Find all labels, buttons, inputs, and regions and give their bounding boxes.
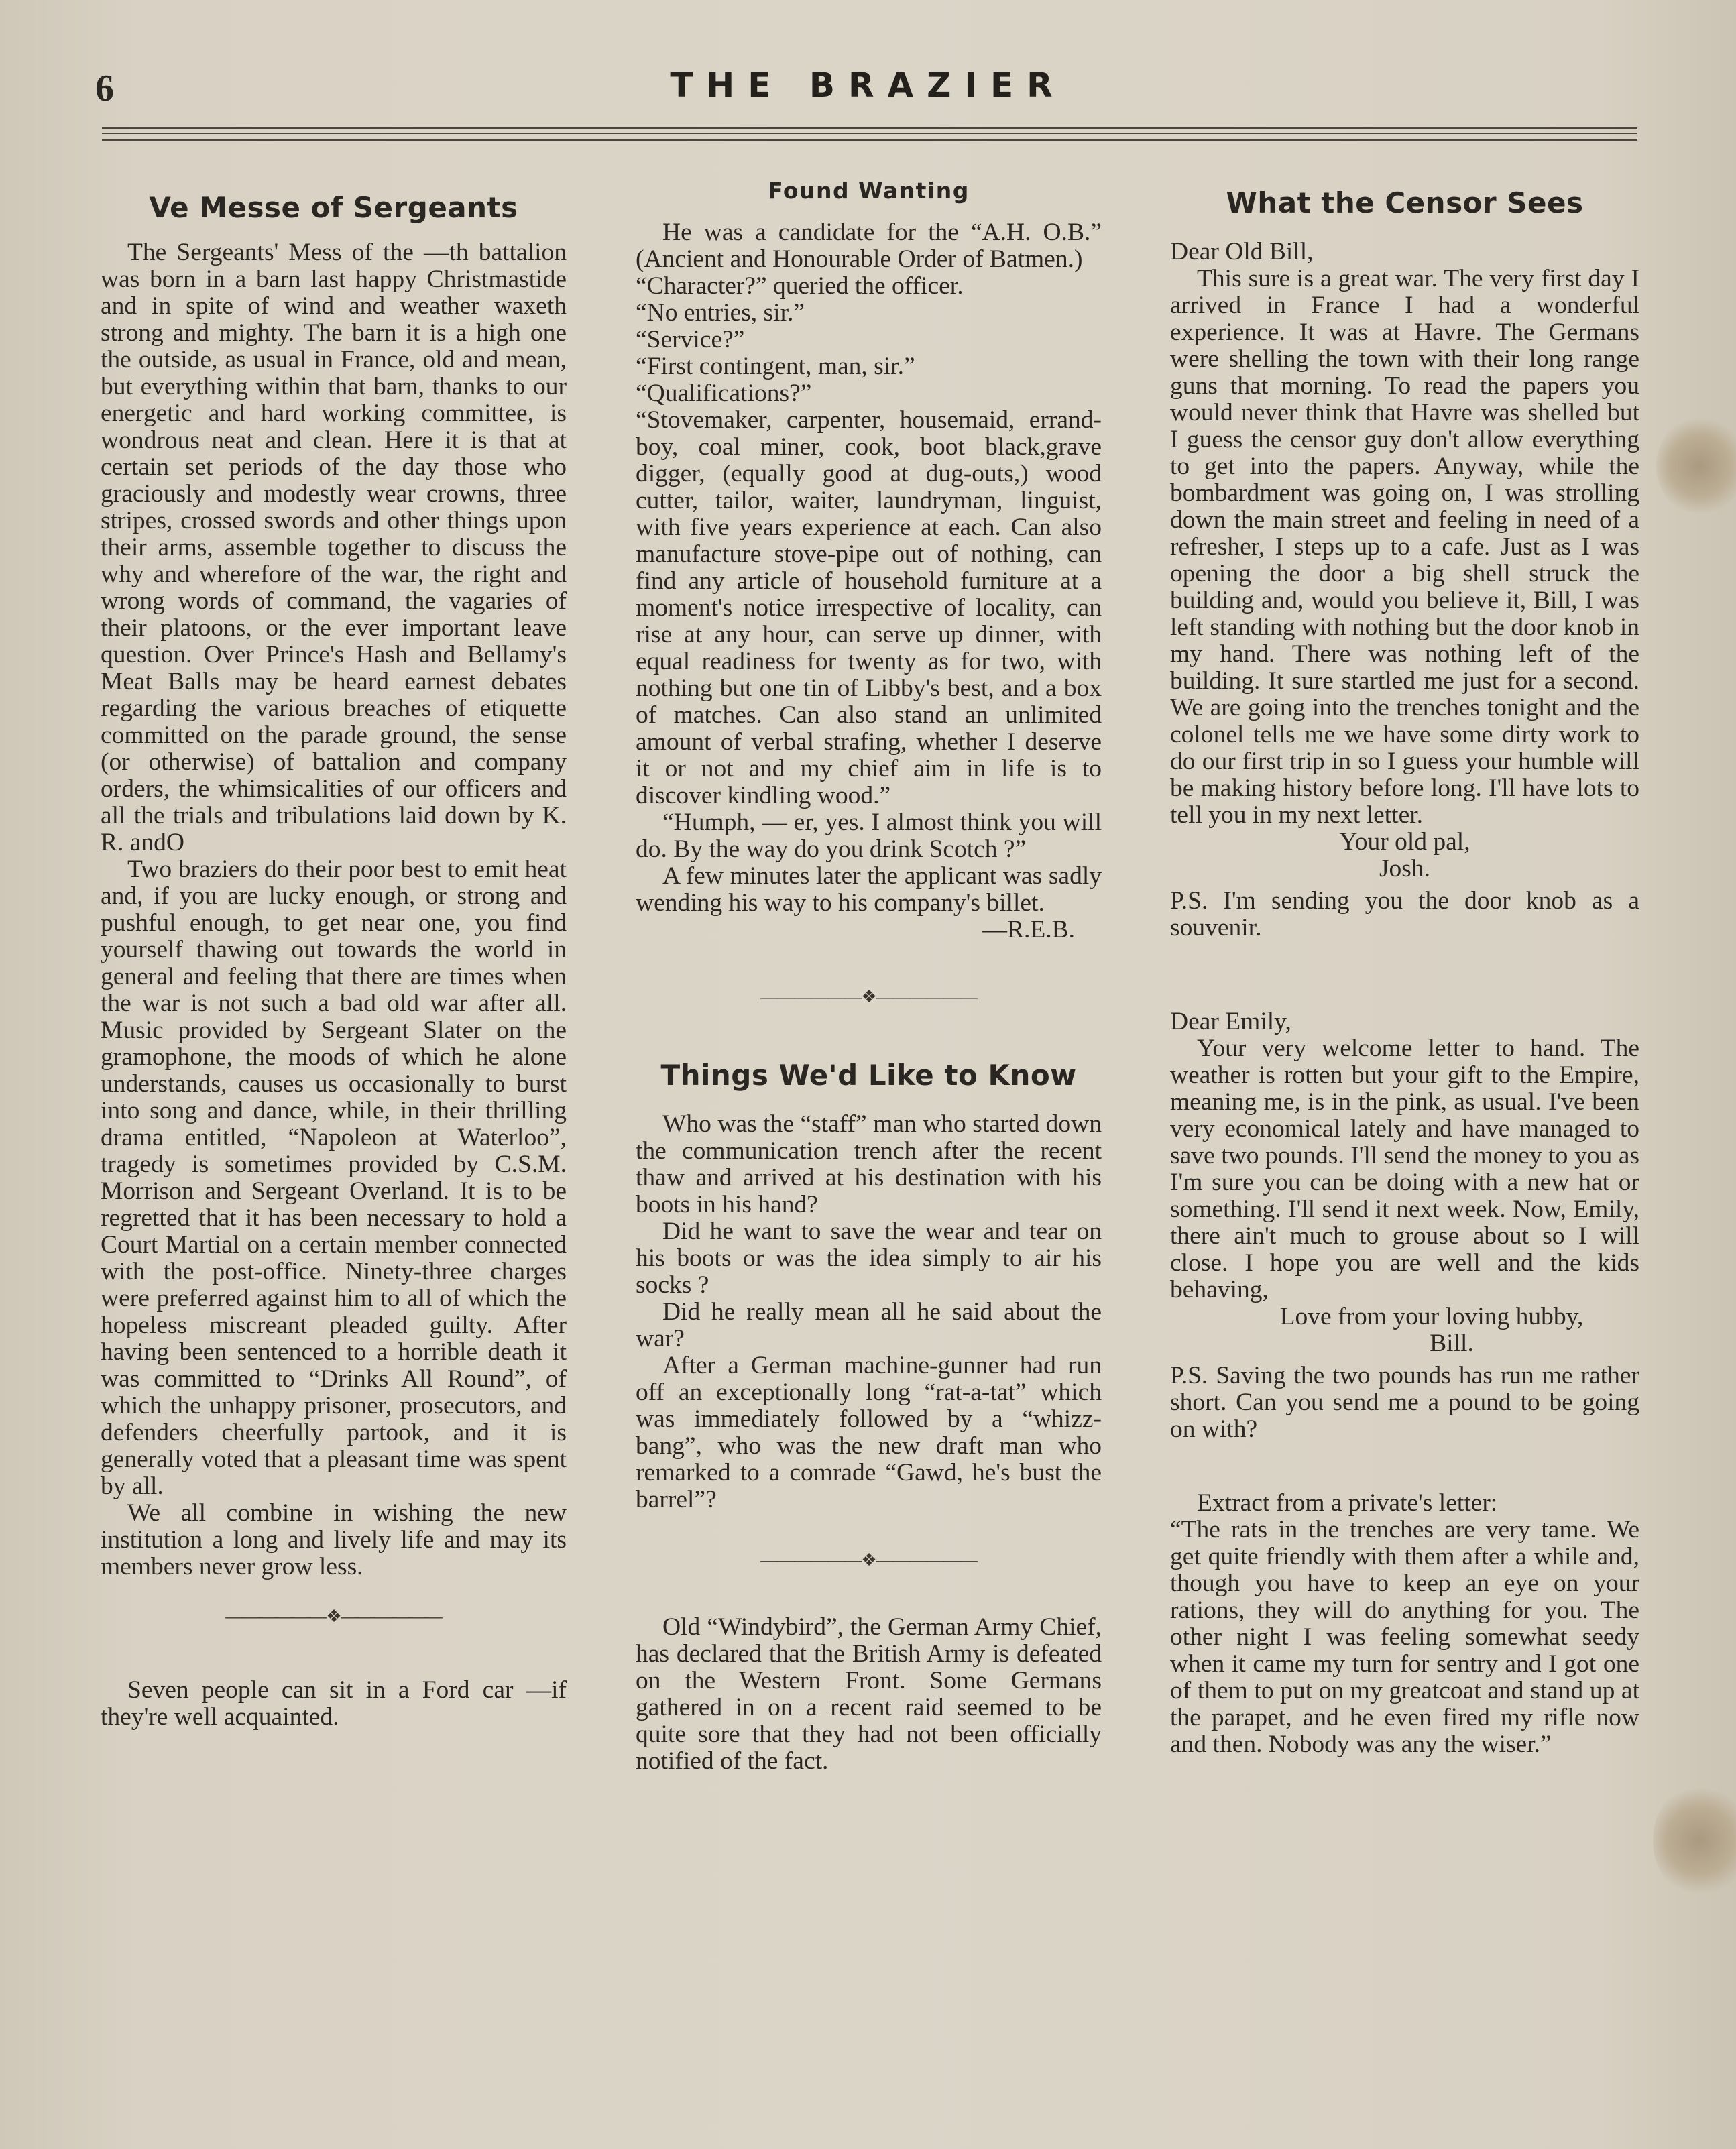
article-title: Things We'd Like to Know — [660, 1059, 1077, 1092]
section-divider: ——————❖—————— — [760, 987, 977, 1006]
article-title: Ve Messe of Sergeants — [149, 191, 518, 224]
letter-salutation: Dear Old Bill, — [1170, 238, 1314, 266]
article-paragraph: “Humph, — er, yes. I almost think you will do. By the way do you drink Scotch ?” — [636, 809, 1102, 863]
letter-body: Your very welcome letter to hand. The weather is rotten but your gift to the Empire, meaning me, is in the pink, as usual. I've been very economical lately and have managed to save two pounds. I'll send the money to you as I'm sure you can be doing with a new hat or something. I'll send it next week. Now, Emily, there ain't much to grouse about so I will close. I hope you are well and the kids behaving, — [1170, 1035, 1639, 1303]
extract-intro: Extract from a private's letter: — [1197, 1489, 1498, 1517]
masthead-rule — [102, 133, 1637, 134]
column-middle — [636, 178, 1102, 1775]
letter-closing: Love from your loving hubby, — [1279, 1303, 1584, 1330]
letter-postscript: P.S. Saving the two pounds has run me rather short. Can you send me a pound to be going on with? — [1170, 1362, 1639, 1443]
dialogue-line: “Qualifications?” — [636, 380, 812, 407]
article-paragraph: He was a candidate for the “A.H. O.B.” (Ancient and Honourable Order of Batmen.) — [636, 219, 1102, 273]
masthead-rule — [102, 127, 1637, 129]
section-divider: ——————❖—————— — [760, 1550, 977, 1570]
extract-body: “The rats in the trenches are very tame. We get quite friendly with them after a while and, though you have to keep an eye on your rations, they will do anything for you. The other night I was feeling somewhat seedy when it came my turn for sentry and I got one of them to put on my greatcoat and stand up at the parapet, and he even fired my rifle now and then. Nobody was any the wiser.” — [1170, 1516, 1639, 1758]
column-left — [101, 191, 567, 1731]
article-paragraph: After a German machine-gunner had run off an exceptionally long “rat-a-tat” which was immediately followed by a “whizz-bang”, who was the new draft man who remarked to a comrade “Gawd, he's bust the barrel”? — [636, 1352, 1102, 1513]
article-paragraph: Did he really mean all he said about the war? — [636, 1298, 1102, 1352]
article-paragraph: Did he want to save the wear and tear on his boots or was the idea simply to air his socks ? — [636, 1218, 1102, 1299]
article-paragraph: “Stovemaker, carpenter, housemaid, errand-boy, coal miner, cook, boot black,grave digger, (equally good at dug-outs,) wood cutter, tailor, waiter, laundryman, linguist, with five years experience at each. Can also manufacture stove-pipe out of nothing, can find any article of household furniture at a moment's notice irrespective of locality, can rise at any hour, can serve up dinner, with equal readiness for twenty as for two, with nothing but one tin of Libby's best, and a box of matches. Can also stand an unlimited amount of verbal strafing, whether I deserve it or not and my chief aim in life is to discover kindling wood.” — [636, 406, 1102, 809]
letter-postscript: P.S. I'm sending you the door knob as a souvenir. — [1170, 887, 1639, 941]
letter-signature: Josh. — [1379, 855, 1431, 882]
article-signature: —R.E.B. — [982, 916, 1075, 943]
section-divider: ——————❖—————— — [225, 1607, 442, 1626]
article-title: Found Wanting — [768, 178, 970, 204]
dialogue-line: “Service?” — [636, 326, 745, 353]
article-paragraph: The Sergeants' Mess of the —th battalion was born in a barn last happy Christmastide and in spite of wind and weather waxeth strong and mighty. The barn it is a high one the outside, as usual in France, old and mean, but everything within that barn, thanks to our energetic and hard working committee, is wondrous neat and clean. Here it is that at certain set periods of the day those who graciously and modestly wear crowns, three stripes, crossed swords and other things upon their arms, assemble together to discuss the why and wherefore of the war, the right and wrong words of command, the vagaries of their platoons, or the ever important leave question. Over Prince's Hash and Bellamy's Meat Balls may be heard earnest debates regarding the various breaches of etiquette committed on the parade ground, the sense (or otherwise) of battalion and company orders, the whimsicalities of our officers and all the trials and tribulations laid down by K. R. andO — [101, 239, 567, 856]
letter-body: This sure is a great war. The very first day I arrived in France I had a wonderful experience. It was at Havre. The Germans were shelling the town with their long range guns that morning. To read the papers you would never think that Havre was shelled but I guess the censor guy don't allow everything to get into the papers. Anyway, while the bombardment was going on, I was strolling down the main street and feeling in need of a refresher, I steps up to a cafe. Just as I was opening the door a big shell struck the building and, would you believe it, Bill, I was left standing with nothing but the door knob in my hand. There was nothing left of the building. It sure startled me just for a second. We are going into the trenches tonight and the colonel tells me we have some dirty work to do our first trip in so I guess your humble will be making history before long. I'll have lots to tell you in my next letter. — [1170, 265, 1639, 829]
dialogue-line: “First contingent, man, sir.” — [636, 353, 915, 380]
letter-closing: Your old pal, — [1339, 828, 1470, 856]
filler-paragraph: Seven people can sit in a Ford car —if they're well acquainted. — [101, 1676, 567, 1731]
dialogue-line: “No entries, sir.” — [636, 299, 805, 327]
paper-stain — [1656, 416, 1736, 516]
masthead-title: THE BRAZIER — [670, 66, 1066, 105]
page-number: 6 — [95, 68, 114, 109]
article-paragraph: Who was the “staff” man who started down the communication trench after the recent thaw and arrived at his destination with his boots in his hand? — [636, 1110, 1102, 1218]
article-paragraph: A few minutes later the applicant was sadly wending his way to his company's billet. — [636, 862, 1102, 917]
article-paragraph: We all combine in wishing the new institution a long and lively life and may its members never grow less. — [101, 1499, 567, 1580]
letter-signature: Bill. — [1430, 1330, 1474, 1357]
dialogue-line: “Character?” queried the officer. — [636, 272, 964, 300]
letter-salutation: Dear Emily, — [1170, 1008, 1291, 1035]
article-title: What the Censor Sees — [1226, 186, 1584, 219]
article-paragraph: Old “Windybird”, the German Army Chief, has declared that the British Army is defeated on the Western Front. Some Germans gathered in on a recent raid seemed to be quite sore that they had not been officially notified of the fact. — [636, 1613, 1102, 1775]
masthead-rule — [102, 139, 1637, 141]
column-right — [1170, 186, 1639, 1758]
article-paragraph: Two braziers do their poor best to emit heat and, if you are lucky enough, or strong and pushful enough, to get near one, you find yourself thawing out towards the world in general and feeling that there are times when the war is not such a bad old war after all. Music provided by Sergeant Slater on the gramophone, the moods of which he alone understands, causes us occasionally to burst into song and dance, while, in their thrilling drama entitled, “Napoleon at Waterloo”, tragedy is sometimes provided by C.S.M. Morrison and Sergeant Overland. It is to be regretted that it has been necessary to hold a Court Martial on a certain member connected with the post-office. Ninety-three charges were preferred against him to all of which the hopeless miscreant pleaded guilty. After having been sentenced to a horrible death it was committed to “Drinks All Round”, of which the unhappy prisoner, prosecutors, and defenders cheerfully partook, and it is generally voted that a pleasant time was spent by all. — [101, 856, 567, 1500]
